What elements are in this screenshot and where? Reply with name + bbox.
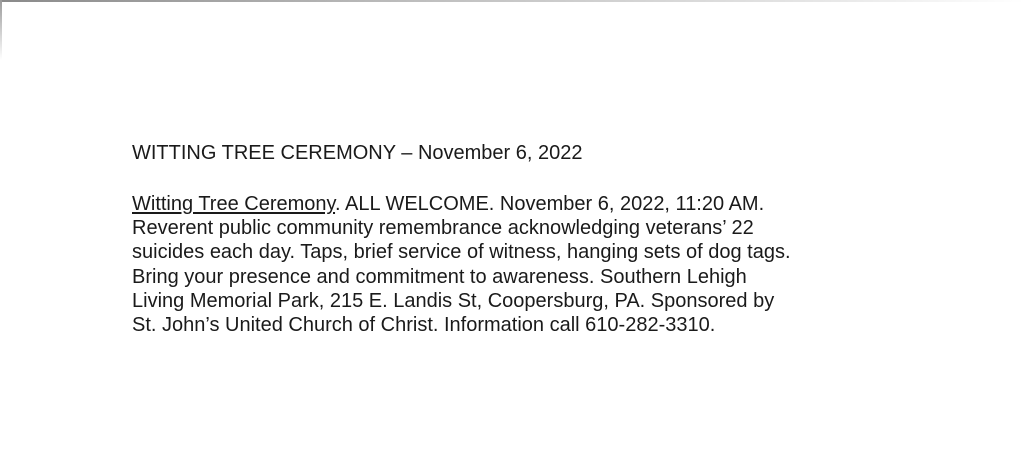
scan-border-top — [0, 0, 1024, 2]
announcement-line-5: Living Memorial Park, 215 E. Landis St, Coopersburg, PA. Sponsored by — [132, 289, 775, 312]
announcement-line-1-text: . ALL WELCOME. November 6, 2022, 11:20 AM. — [335, 193, 765, 215]
document-content — [132, 141, 952, 337]
event-announcement — [132, 192, 952, 337]
scan-border-left — [0, 0, 2, 60]
announcement-line-3: suicides each day. Taps, brief service of witness, hanging sets of dog tags. — [132, 241, 791, 264]
announcement-line-6: St. John’s United Church of Christ. Information call 610-282-3310. — [132, 314, 716, 337]
announcement-line-1 — [132, 192, 952, 216]
document-title: WITTING TREE CEREMONY – November 6, 2022 — [132, 142, 583, 164]
announcement-line-4: Bring your presence and commitment to awareness. Southern Lehigh — [132, 265, 747, 288]
announcement-line-2: Reverent public community remembrance acknowledging veterans’ 22 — [132, 217, 754, 240]
event-name: Witting Tree Ceremony — [132, 193, 336, 215]
